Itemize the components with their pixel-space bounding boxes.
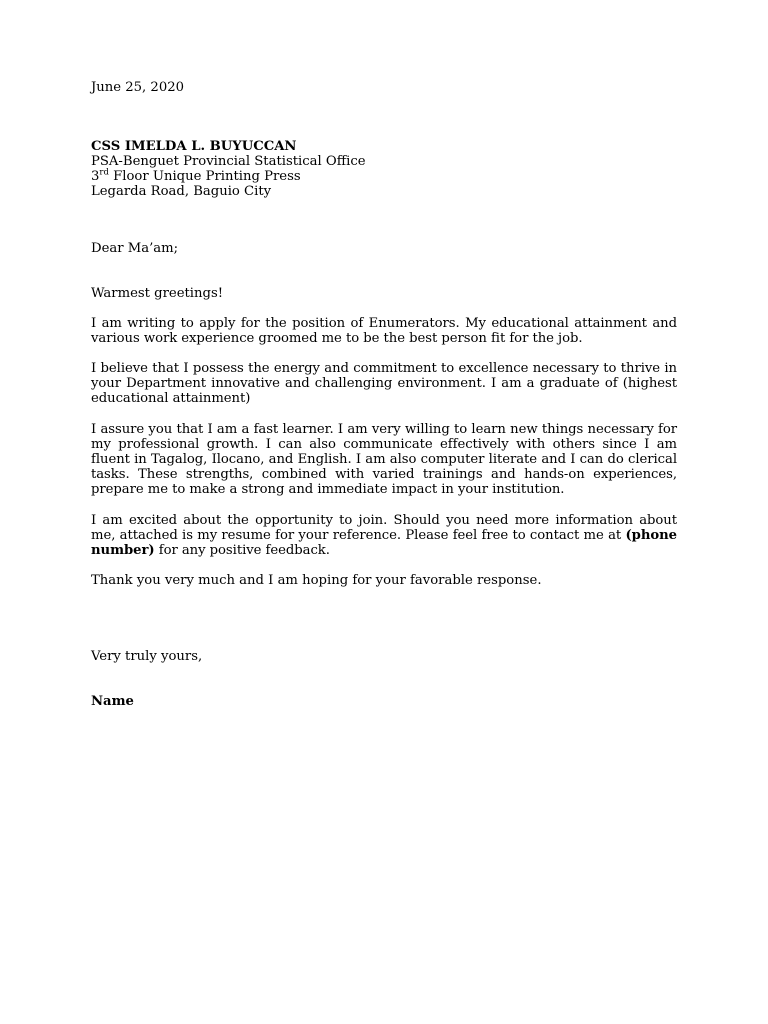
paragraph-thanks: Thank you very much and I am hoping for your favorable response. bbox=[91, 573, 542, 588]
letter-date: June 25, 2020 bbox=[91, 80, 184, 95]
recipient-street: Legarda Road, Baguio City bbox=[91, 184, 272, 199]
closing: Very truly yours, bbox=[91, 649, 203, 664]
paragraph-qualifications: I believe that I possess the energy and commitment to excellence necessary to thrive in your Department innovative and challenging environment. I am a graduate of (highest educational attainment) bbox=[91, 361, 677, 406]
paragraph-skills: I assure you that I am a fast learner. I am very willing to learn new things necessary for my professional growth. I can also communicate effectively with others since I am fluent in Tagalog, Ilocano, and English. I am also computer literate and I can do clerical tasks. These strengths, combined with varied trainings and hands-on experiences, prepare me to make a strong and immediate impact in your institution. bbox=[91, 422, 677, 497]
greeting: Warmest greetings! bbox=[91, 286, 224, 301]
paragraph-application: I am writing to apply for the position of Enumerators. My educational attainment and various work experience groomed me to be the best person fit for the job. bbox=[91, 316, 677, 346]
phone-number-placeholder: (phone number) bbox=[91, 528, 677, 558]
salutation: Dear Ma’am; bbox=[91, 241, 179, 256]
recipient-name: CSS IMELDA L. BUYUCCAN bbox=[91, 139, 297, 154]
contact-text-before: I am excited about the opportunity to join. Should you need more information about me, attached is my resume for your reference. Please feel free to contact me at bbox=[91, 513, 677, 543]
recipient-address bbox=[91, 139, 366, 199]
recipient-floor bbox=[91, 169, 366, 184]
floor-rest: Floor Unique Printing Press bbox=[108, 169, 301, 184]
floor-suffix: rd bbox=[99, 167, 109, 178]
contact-text-after: for any positive feedback. bbox=[154, 543, 330, 558]
floor-number: 3 bbox=[91, 169, 100, 184]
paragraph-contact bbox=[91, 513, 677, 558]
signature-name: Name bbox=[91, 694, 134, 709]
recipient-office: PSA-Benguet Provincial Statistical Office bbox=[91, 154, 366, 169]
